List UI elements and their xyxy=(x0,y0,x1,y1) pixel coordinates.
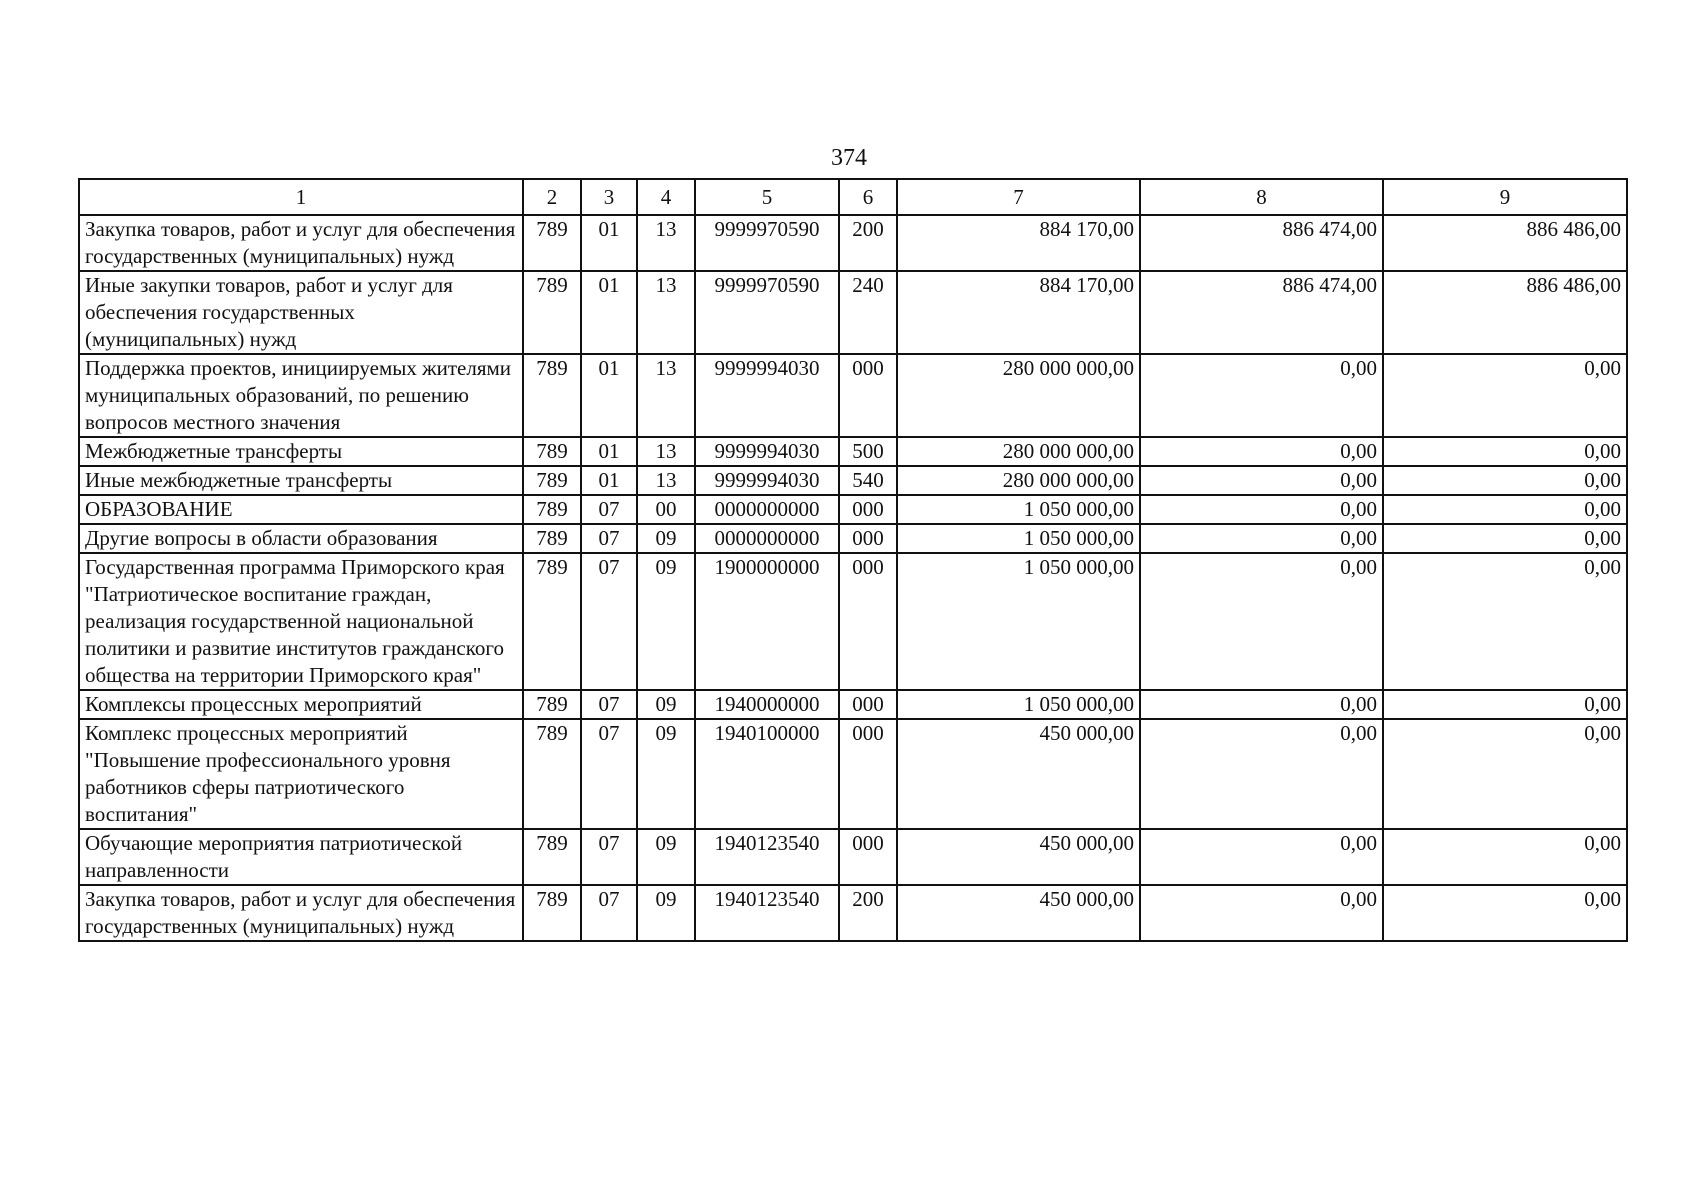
row-col-6: 540 xyxy=(839,466,897,495)
table-row xyxy=(79,437,1627,466)
row-col-2: 789 xyxy=(523,524,581,553)
row-col-5: 1940100000 xyxy=(695,719,839,829)
row-col-9: 0,00 xyxy=(1383,885,1627,941)
row-col-2: 789 xyxy=(523,495,581,524)
row-col-5: 0000000000 xyxy=(695,524,839,553)
table-row xyxy=(79,466,1627,495)
row-col-3: 01 xyxy=(581,215,637,271)
row-col-5: 9999994030 xyxy=(695,354,839,437)
row-col-4: 13 xyxy=(637,437,695,466)
row-name: Иные закупки товаров, работ и услуг для обеспечения государственных (муниципальных) нужд xyxy=(79,271,523,354)
row-col-3: 01 xyxy=(581,354,637,437)
row-col-5: 9999970590 xyxy=(695,271,839,354)
row-col-2: 789 xyxy=(523,466,581,495)
row-col-6: 000 xyxy=(839,690,897,719)
row-col-9: 886 486,00 xyxy=(1383,271,1627,354)
row-col-7: 280 000 000,00 xyxy=(897,354,1140,437)
row-col-2: 789 xyxy=(523,271,581,354)
row-col-2: 789 xyxy=(523,690,581,719)
row-col-7: 280 000 000,00 xyxy=(897,437,1140,466)
row-col-5: 1940000000 xyxy=(695,690,839,719)
row-col-9: 0,00 xyxy=(1383,553,1627,690)
row-col-5: 9999994030 xyxy=(695,466,839,495)
row-col-7: 884 170,00 xyxy=(897,215,1140,271)
row-col-4: 09 xyxy=(637,885,695,941)
row-col-8: 886 474,00 xyxy=(1140,215,1383,271)
row-col-8: 0,00 xyxy=(1140,466,1383,495)
row-col-4: 13 xyxy=(637,271,695,354)
row-col-8: 0,00 xyxy=(1140,524,1383,553)
row-col-7: 1 050 000,00 xyxy=(897,524,1140,553)
row-col-6: 000 xyxy=(839,829,897,885)
budget-table xyxy=(78,178,1628,942)
row-col-3: 07 xyxy=(581,829,637,885)
row-col-6: 200 xyxy=(839,885,897,941)
row-col-2: 789 xyxy=(523,354,581,437)
row-col-9: 0,00 xyxy=(1383,690,1627,719)
column-header-2: 2 xyxy=(523,179,581,215)
row-col-6: 000 xyxy=(839,354,897,437)
row-col-7: 1 050 000,00 xyxy=(897,690,1140,719)
row-col-6: 500 xyxy=(839,437,897,466)
row-col-7: 450 000,00 xyxy=(897,885,1140,941)
row-col-9: 0,00 xyxy=(1383,466,1627,495)
row-col-4: 09 xyxy=(637,690,695,719)
table-row xyxy=(79,690,1627,719)
row-col-3: 07 xyxy=(581,719,637,829)
column-header-3: 3 xyxy=(581,179,637,215)
row-col-2: 789 xyxy=(523,885,581,941)
row-col-5: 9999994030 xyxy=(695,437,839,466)
row-col-9: 886 486,00 xyxy=(1383,215,1627,271)
table-row xyxy=(79,271,1627,354)
row-col-7: 450 000,00 xyxy=(897,829,1140,885)
row-col-5: 0000000000 xyxy=(695,495,839,524)
row-col-4: 09 xyxy=(637,719,695,829)
page-number: 374 xyxy=(831,145,867,171)
row-col-7: 1 050 000,00 xyxy=(897,495,1140,524)
row-col-8: 0,00 xyxy=(1140,690,1383,719)
row-col-5: 9999970590 xyxy=(695,215,839,271)
row-col-8: 0,00 xyxy=(1140,885,1383,941)
row-col-8: 0,00 xyxy=(1140,553,1383,690)
row-col-7: 884 170,00 xyxy=(897,271,1140,354)
column-header-7: 7 xyxy=(897,179,1140,215)
row-col-8: 886 474,00 xyxy=(1140,271,1383,354)
row-col-3: 07 xyxy=(581,495,637,524)
row-col-9: 0,00 xyxy=(1383,495,1627,524)
row-col-4: 09 xyxy=(637,829,695,885)
table-row xyxy=(79,829,1627,885)
column-header-6: 6 xyxy=(839,179,897,215)
row-col-4: 09 xyxy=(637,553,695,690)
table-row xyxy=(79,215,1627,271)
column-header-1: 1 xyxy=(79,179,523,215)
row-col-5: 1940123540 xyxy=(695,885,839,941)
row-col-5: 1900000000 xyxy=(695,553,839,690)
row-name: Комплексы процессных мероприятий xyxy=(79,690,523,719)
column-header-8: 8 xyxy=(1140,179,1383,215)
row-col-7: 450 000,00 xyxy=(897,719,1140,829)
row-col-4: 09 xyxy=(637,524,695,553)
table-row xyxy=(79,495,1627,524)
row-name: ОБРАЗОВАНИЕ xyxy=(79,495,523,524)
row-col-3: 01 xyxy=(581,466,637,495)
row-name: Закупка товаров, работ и услуг для обеспечения государственных (муниципальных) нужд xyxy=(79,215,523,271)
row-name: Другие вопросы в области образования xyxy=(79,524,523,553)
row-col-9: 0,00 xyxy=(1383,719,1627,829)
row-col-7: 280 000 000,00 xyxy=(897,466,1140,495)
row-col-6: 000 xyxy=(839,719,897,829)
row-col-8: 0,00 xyxy=(1140,495,1383,524)
row-col-4: 13 xyxy=(637,354,695,437)
row-name: Закупка товаров, работ и услуг для обеспечения государственных (муниципальных) нужд xyxy=(79,885,523,941)
row-col-3: 07 xyxy=(581,553,637,690)
column-header-9: 9 xyxy=(1383,179,1627,215)
row-name: Комплекс процессных мероприятий "Повышение профессионального уровня работников сферы патриотического воспитания" xyxy=(79,719,523,829)
row-name: Иные межбюджетные трансферты xyxy=(79,466,523,495)
row-col-8: 0,00 xyxy=(1140,829,1383,885)
row-col-9: 0,00 xyxy=(1383,437,1627,466)
table-row xyxy=(79,719,1627,829)
row-col-6: 200 xyxy=(839,215,897,271)
row-col-8: 0,00 xyxy=(1140,719,1383,829)
table-row xyxy=(79,885,1627,941)
column-header-5: 5 xyxy=(695,179,839,215)
column-header-4: 4 xyxy=(637,179,695,215)
row-col-3: 07 xyxy=(581,885,637,941)
row-col-2: 789 xyxy=(523,215,581,271)
row-col-3: 07 xyxy=(581,690,637,719)
row-col-5: 1940123540 xyxy=(695,829,839,885)
row-col-8: 0,00 xyxy=(1140,354,1383,437)
row-col-7: 1 050 000,00 xyxy=(897,553,1140,690)
row-col-6: 240 xyxy=(839,271,897,354)
row-name: Поддержка проектов, инициируемых жителями муниципальных образований, по решению вопросов местного значения xyxy=(79,354,523,437)
row-col-6: 000 xyxy=(839,553,897,690)
table-row xyxy=(79,354,1627,437)
row-name: Государственная программа Приморского края "Патриотическое воспитание граждан, реализация государственной национальной политики и развитие институтов гражданского общества на территории Приморского края" xyxy=(79,553,523,690)
row-col-9: 0,00 xyxy=(1383,829,1627,885)
row-name: Обучающие мероприятия патриотической направленности xyxy=(79,829,523,885)
row-col-6: 000 xyxy=(839,495,897,524)
row-col-9: 0,00 xyxy=(1383,524,1627,553)
row-col-8: 0,00 xyxy=(1140,437,1383,466)
row-col-2: 789 xyxy=(523,719,581,829)
header-row xyxy=(79,179,1627,215)
row-col-2: 789 xyxy=(523,553,581,690)
table-row xyxy=(79,553,1627,690)
row-col-3: 01 xyxy=(581,437,637,466)
row-col-6: 000 xyxy=(839,524,897,553)
row-col-4: 13 xyxy=(637,466,695,495)
row-name: Межбюджетные трансферты xyxy=(79,437,523,466)
row-col-3: 01 xyxy=(581,271,637,354)
table-row xyxy=(79,524,1627,553)
row-col-3: 07 xyxy=(581,524,637,553)
row-col-2: 789 xyxy=(523,829,581,885)
row-col-4: 00 xyxy=(637,495,695,524)
row-col-2: 789 xyxy=(523,437,581,466)
row-col-4: 13 xyxy=(637,215,695,271)
row-col-9: 0,00 xyxy=(1383,354,1627,437)
